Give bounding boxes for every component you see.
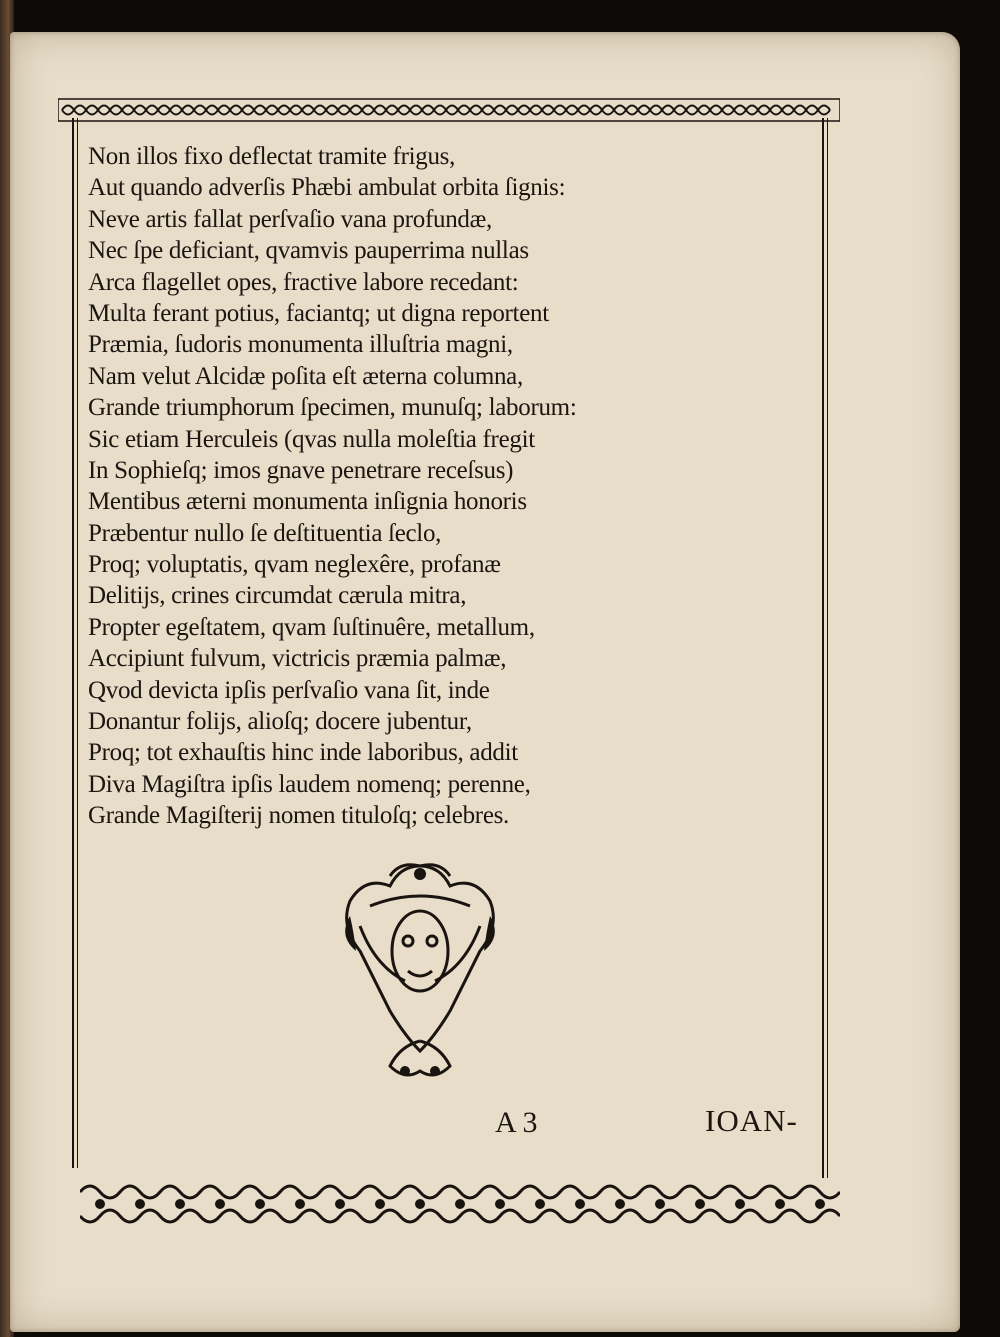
poem-line: Accipiunt fulvum, victricis præmia palmæ, xyxy=(88,645,507,673)
poem-line: Nam velut Alcidæ poſita eſt æterna columna, xyxy=(88,362,523,390)
poem-line: Præbentur nullo ſe deſtituentia ſeclo, xyxy=(88,519,442,547)
poem-line: Multa ferant potius, faciantq; ut digna reportent xyxy=(88,299,549,327)
poem-line: Diva Magiſtra ipſis laudem nomenq; perenne, xyxy=(88,770,531,798)
poem-line: Grande Magiſterij nomen tituloſq; celebres. xyxy=(88,802,509,830)
poem-line: Nec ſpe deficiant, qvamvis pauperrima nullas xyxy=(88,237,529,265)
poem-line: Mentibus æterni monumenta inſignia honoris xyxy=(88,488,527,516)
right-border-rule xyxy=(822,118,828,1178)
left-border-rule xyxy=(72,118,78,1168)
catchword: IOAN- xyxy=(705,1103,798,1138)
poem-line: Proq; tot exhauſtis hinc inde laboribus, addit xyxy=(88,739,518,767)
poem-line: Neve artis fallat perſvaſio vana profundæ, xyxy=(88,205,492,233)
poem-line: In Sophieſq; imos gnave penetrare receſsus) xyxy=(88,456,514,484)
signature-mark: A 3 xyxy=(495,1106,538,1139)
poem-text xyxy=(88,141,808,832)
poem-line: Præmia, ſudoris monumenta illuſtria magni, xyxy=(88,331,513,359)
poem-line: Propter egeſtatem, qvam ſuſtinuêre, metallum, xyxy=(88,613,535,641)
poem-line: Delitijs, crines circumdat cærula mitra, xyxy=(88,582,467,610)
poem-line: Proq; voluptatis, qvam neglexêre, profanæ xyxy=(88,551,501,579)
poem-line: Sic etiam Herculeis (qvas nulla moleſtia fregit xyxy=(88,425,535,453)
poem-line: Arca flagellet opes, fractive labore recedant: xyxy=(88,268,519,296)
top-ornamental-border xyxy=(58,97,840,123)
poem-line: Qvod devicta ipſis perſvaſio vana ſit, inde xyxy=(88,676,490,704)
poem-line: Aut quando adverſis Phæbi ambulat orbita ſignis: xyxy=(88,174,566,202)
woodcut-ornament-icon xyxy=(330,856,510,1096)
poem-line: Non illos fixo deflectat tramite frigus, xyxy=(88,143,456,170)
poem-line: Grande triumphorum ſpecimen, munuſq; laborum: xyxy=(88,394,577,422)
poem-line: Donantur folijs, alioſq; docere jubentur, xyxy=(88,708,472,736)
bottom-ornamental-border xyxy=(80,1178,840,1230)
